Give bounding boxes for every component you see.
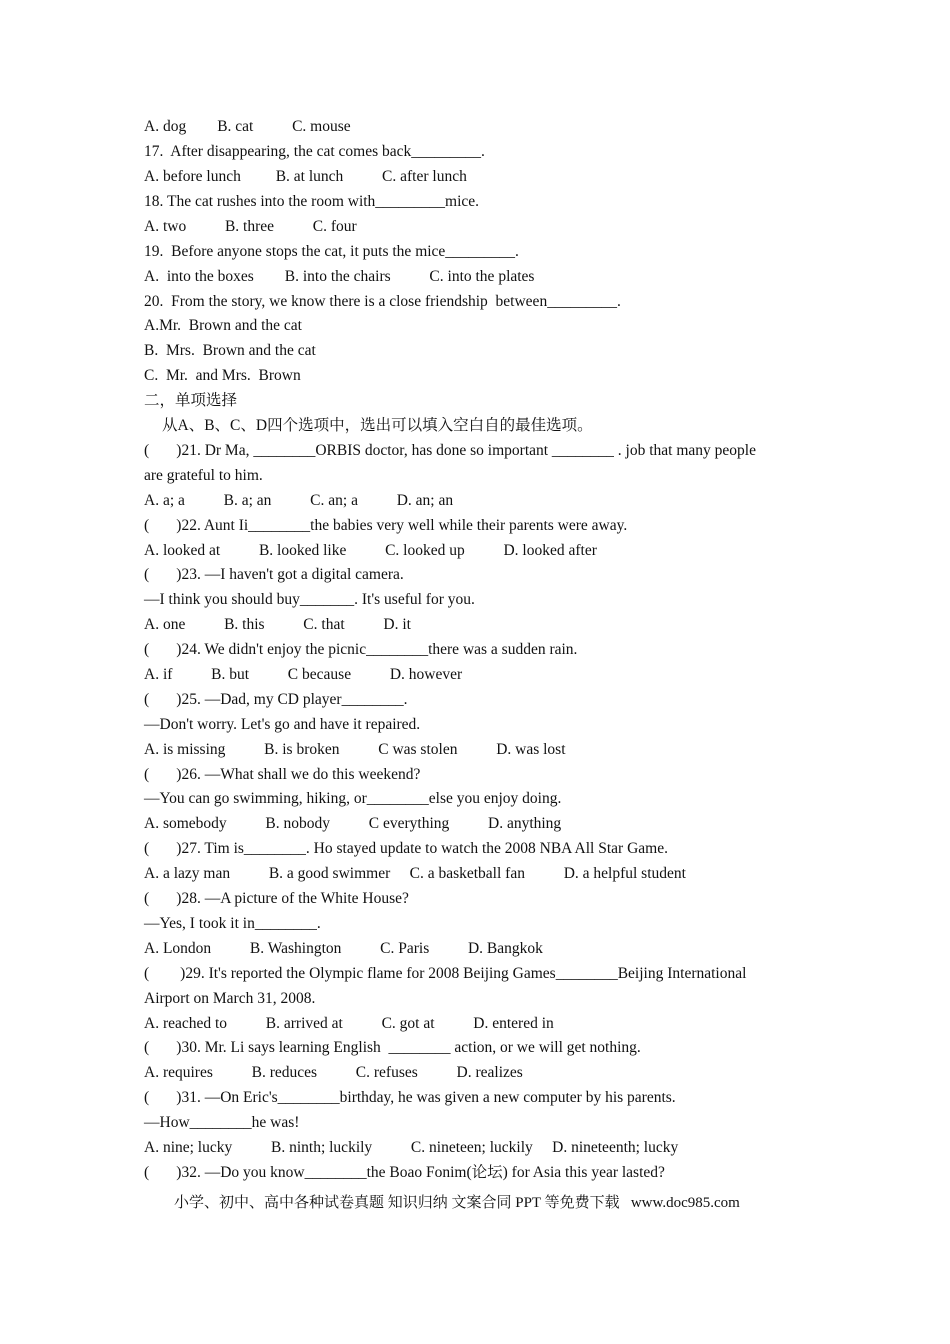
document-line: ( )25. —Dad, my CD player________. xyxy=(144,691,408,708)
document-line: A. one B. this C. that D. it xyxy=(144,616,411,633)
document-line: ( )29. It's reported the Olympic flame for 2008 Beijing Games________Beijing International xyxy=(144,965,747,982)
document-line: ( )27. Tim is________. Ho stayed update to watch the 2008 NBA All Star Game. xyxy=(144,840,668,857)
document-line: 20. From the story, we know there is a close friendship between_________. xyxy=(144,293,621,310)
document-line: 19. Before anyone stops the cat, it puts the mice_________. xyxy=(144,243,519,260)
document-line: Airport on March 31, 2008. xyxy=(144,990,316,1007)
document-line: ( )21. Dr Ma, ________ORBIS doctor, has done so important ________ . job that many people xyxy=(144,442,756,459)
document-line: A. dog B. cat C. mouse xyxy=(144,118,351,135)
document-line: A. looked at B. looked like C. looked up D. looked after xyxy=(144,542,597,559)
document-line: —How________he was! xyxy=(144,1114,300,1131)
document-line: A. is missing B. is broken C was stolen D. was lost xyxy=(144,741,566,758)
document-line: are grateful to him. xyxy=(144,467,263,484)
document-line: —I think you should buy_______. It's useful for you. xyxy=(144,591,475,608)
document-line: A. a lazy man B. a good swimmer C. a basketball fan D. a helpful student xyxy=(144,865,686,882)
document-line: —You can go swimming, hiking, or________else you enjoy doing. xyxy=(144,790,562,807)
document-line: 18. The cat rushes into the room with_________mice. xyxy=(144,193,480,210)
document-line: ( )31. —On Eric's________birthday, he was given a new computer by his parents. xyxy=(144,1089,676,1106)
document-line: A. nine; lucky B. ninth; luckily C. nineteen; luckily D. nineteenth; lucky xyxy=(144,1139,679,1156)
document-line: ( )24. We didn't enjoy the picnic________there was a sudden rain. xyxy=(144,641,578,658)
document-line: A. somebody B. nobody C everything D. anything xyxy=(144,815,562,832)
document-line: A. before lunch B. at lunch C. after lunch xyxy=(144,168,467,185)
document-line: —Don't worry. Let's go and have it repaired. xyxy=(144,716,421,733)
page-footer: 小学、初中、高中各种试卷真题 知识归纳 文案合同 PPT 等免费下载 www.doc985.com xyxy=(174,1195,740,1211)
document-line: ( )23. —I haven't got a digital camera. xyxy=(144,566,404,583)
document-line: A. if B. but C because D. however xyxy=(144,666,463,683)
document-line: A. into the boxes B. into the chairs C. into the plates xyxy=(144,268,535,285)
document-line: 17. After disappearing, the cat comes back_________. xyxy=(144,143,485,160)
document-line: A. a; a B. a; an C. an; a D. an; an xyxy=(144,492,454,509)
document-line: A. London B. Washington C. Paris D. Bangkok xyxy=(144,940,543,957)
document-line: 二，单项选择 xyxy=(144,392,238,409)
document-line: A. reached to B. arrived at C. got at D. entered in xyxy=(144,1015,554,1032)
document-line: —Yes, I took it in________. xyxy=(144,915,321,932)
document-line: A. requires B. reduces C. refuses D. realizes xyxy=(144,1064,523,1081)
document-line: ( )22. Aunt Ii________the babies very well while their parents were away. xyxy=(144,517,628,534)
document-line: A. two B. three C. four xyxy=(144,218,357,235)
document-line: ( )26. —What shall we do this weekend? xyxy=(144,766,421,783)
document-line: 从A、B、C、D四个选项中，选出可以填入空白自的最佳选项。 xyxy=(162,417,593,434)
document-line: A.Mr. Brown and the cat xyxy=(144,317,302,334)
document-line: B. Mrs. Brown and the cat xyxy=(144,342,316,359)
document-line: ( )28. —A picture of the White House? xyxy=(144,890,409,907)
document-line: ( )30. Mr. Li says learning English ________ action, or we will get nothing. xyxy=(144,1039,641,1056)
document-line: C. Mr. and Mrs. Brown xyxy=(144,367,301,384)
document-line: ( )32. —Do you know________the Boao Fonim(论坛) for Asia this year lasted? xyxy=(144,1164,665,1181)
